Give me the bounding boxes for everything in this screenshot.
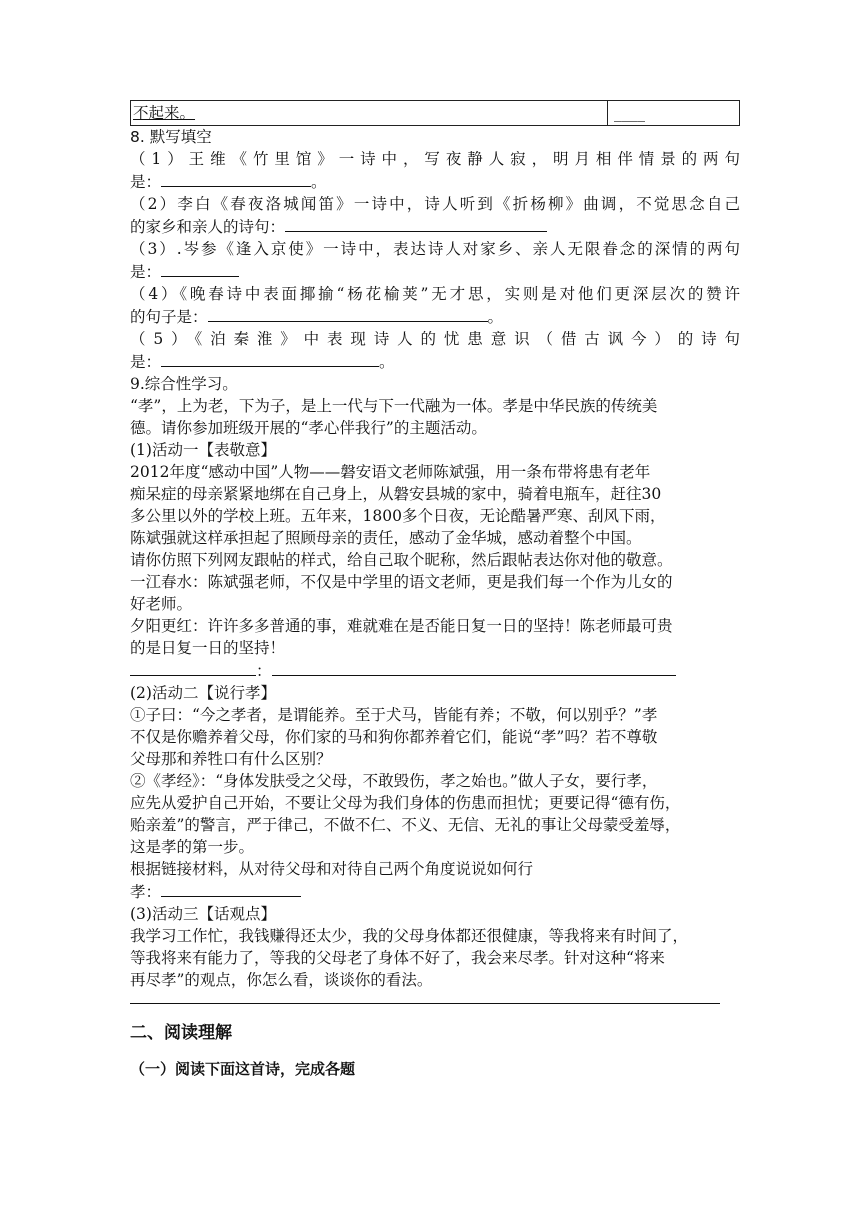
act1-line4: 陈斌强就这样承担起了照顾母亲的责任，感动了金华城，感动着整个中国。 [130,529,642,547]
question-8-title: 8. 默写填空 [130,128,212,146]
table-cell-left [131,101,608,125]
q8-item1-line1: （1）王维《竹里馆》一诗中，写夜静人寂，明月相伴情景的两句 [130,150,740,168]
act2-line4: ②《孝经》：“身体发肤受之父母，不敢毁伤，孝之始也。”做人子女，要行孝， [130,772,658,790]
act2-line8: 根据链接材料，从对待父母和对待自己两个角度说说如何行 [130,860,534,878]
colon: ： [256,662,272,680]
answer-blank[interactable] [161,260,239,277]
act1-line3: 多公里以外的学校上班。五年来，1800多个日夜，无论酷暑严寒、刮风下雨， [130,507,666,525]
answer-blank[interactable] [161,350,379,367]
cell-text: 不起来。 [133,104,196,122]
answer-blank[interactable] [161,170,311,187]
label: 是： [130,173,162,191]
act2-line3: 父母那和养牲口有什么区别？ [130,750,332,768]
q8-item1-line2 [130,170,740,193]
label: 的家乡和亲人的诗句： [130,218,286,236]
answer-table-row [130,100,740,126]
answer-blank[interactable] [285,215,547,232]
label: 是： [130,353,162,371]
answer-blank[interactable] [161,880,301,897]
reply-blank[interactable] [272,659,676,676]
act1-line5: 请你仿照下列网友跟帖的样式，给自己取个昵称，然后跟帖表达你对他的敬意。 [130,551,673,569]
act1-line7: 好老师。 [130,595,193,613]
section-2-subtitle: （一）阅读下面这首诗，完成各题 [130,1060,356,1078]
act1-line9: 的是日复一日的坚持！ [130,639,286,657]
nickname-blank[interactable] [130,659,256,676]
answer-rule[interactable] [130,1003,720,1004]
activity-1-title: (1)活动一【表敬意】 [130,441,276,459]
q8-item3-line1: （3）.岑参《逢入京使》一诗中，表达诗人对家乡、亲人无限眷念的深情的两句 [130,240,740,258]
label: 的句子是： [130,308,208,326]
activity-2-title: (2)活动二【说行孝】 [130,684,276,702]
act2-line2: 不仅是你赡养着父母，你们家的马和狗你都养着它们，能说“孝”吗？若不尊敬 [130,728,658,746]
q8-item5-line1: （5）《泊秦淮》中表现诗人的忧患意识（借古讽今）的诗句 [130,330,740,348]
q8-item2-line1: （2）李白《春夜洛城闻笛》一诗中，诗人听到《折杨柳》曲调，不觉思念自己 [130,195,740,213]
worksheet-page [130,100,740,1080]
act3-line2: 等我将来有能力了，等我的父母老了身体不好了，我会来尽孝。针对这种“将来 [130,949,665,967]
punct: 。 [311,173,327,191]
act3-line1: 我学习工作忙，我钱赚得还太少，我的父母身体都还很健康，等我将来有时间了， [130,927,689,945]
act3-line3: 再尽孝”的观点，你怎么看，谈谈你的看法。 [130,971,433,989]
q8-item4-line1: （4）《晚春诗中表面揶揄“杨花榆荚”无才思，实则是对他们更深层次的赞许 [130,285,740,303]
q8-item2-line2 [130,215,740,238]
act2-line1: ①子曰：“今之孝者，是谓能养。至于犬马，皆能有养；不敬，何以别乎？”孝 [130,706,658,724]
punct: 。 [487,308,504,326]
act1-line1: 2012年度“感动中国”人物——磐安语文老师陈斌强，用一条布带将患有老年 [130,463,651,481]
q9-intro-line2: 德。请你参加班级开展的“孝心伴我行”的主题活动。 [130,419,487,437]
section-2-title: 二、阅读理解 [130,1023,232,1043]
q9-intro-line1: “孝”，上为老，下为子，是上一代与下一代融为一体。孝是中华民族的传统美 [130,397,658,415]
act1-line2: 痴呆症的母亲紧紧地绑在自己身上，从磐安县城的家中，骑着电瓶车，赶往30 [130,485,662,503]
act2-answer-line [130,880,740,903]
label: 孝： [130,883,162,901]
q8-item4-line2 [130,305,740,328]
q8-item5-line2 [130,350,740,373]
answer-blank[interactable] [208,305,488,322]
act2-line5: 应先从爱护自己开始，不要让父母为我们身体的伤患而担忧；更要记得“德有伤， [130,794,681,812]
act1-line6: 一江春水：陈斌强老师，不仅是中学里的语文老师，更是我们每一个作为儿女的 [130,573,673,591]
act1-line8: 夕阳更红：许许多多普通的事，难就难在是否能日复一日的坚持！陈老师最可贵 [130,617,673,635]
q8-item3-line2 [130,260,740,283]
question-9-title: 9.综合性学习。 [130,375,238,393]
table-cell-right [608,101,739,125]
cell-blank: ____ [614,104,645,122]
act1-answer-line [130,659,740,682]
act2-line6: 贻亲羞”的警言，严于律己，不做不仁、不义、无信、无礼的事让父母蒙受羞辱， [130,816,681,834]
label: 是： [130,263,162,281]
act2-line7: 这是孝的第一步。 [130,838,255,856]
activity-3-title: (3)活动三【话观点】 [130,905,276,923]
punct: 。 [379,353,395,371]
